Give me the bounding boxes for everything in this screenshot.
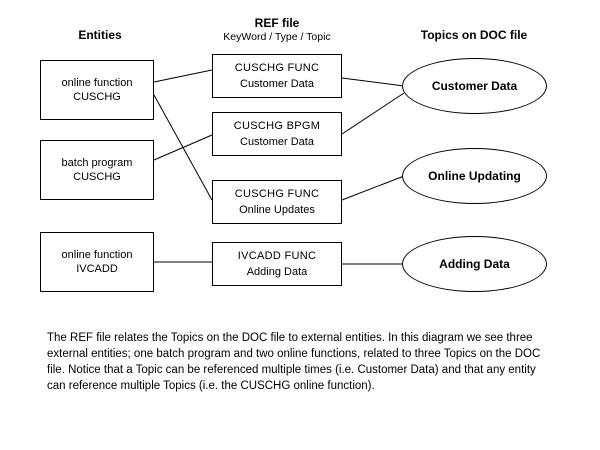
ref-entry-topic: Customer Data [240,136,314,148]
entity-box[interactable] [40,232,154,292]
entity-line-2: CUSCHG [73,91,121,103]
entity-line-2: IVCADD [76,263,118,275]
column-header-entities: Entities [78,28,122,42]
ref-entry-key: IVCADD FUNC [237,250,317,262]
topic-ellipse[interactable] [402,148,547,204]
entity-line-2: CUSCHG [73,171,121,183]
ref-entry-topic: Online Updates [239,204,315,216]
topic-ellipse[interactable] [402,58,547,114]
diagram-caption: The REF file relates the Topics on the DOC file to external entities. In this diagram we see three external entities; one batch program and two online functions, related to three Topics on the DOC file. Notice that a Topic can be referenced multiple times (i.e. Customer Data) and that any entity can reference multiple Topics (i.e. the CUSCHG online function). [47,332,541,392]
column-header-topics: Topics on DOC file [420,28,528,42]
ref-entry-box[interactable] [212,112,342,156]
entity-line-1: batch program [61,157,133,169]
topic-ellipse[interactable] [402,236,547,292]
column-subheader-ref-file: KeyWord / Type / Topic [223,31,331,43]
ref-entry-topic: Customer Data [240,78,314,90]
topic-label: Adding Data [439,257,510,271]
ref-entry-topic: Adding Data [246,266,308,278]
ref-entry-box[interactable] [212,54,342,98]
ref-entry-key: CUSCHG FUNC [234,62,320,74]
ref-entry-key: CUSCHG BPGM [233,120,321,132]
column-header-ref-file: REF file [254,16,300,30]
topic-label: Online Updating [428,169,521,183]
entity-line-1: online function [61,249,133,261]
ref-entry-key: CUSCHG FUNC [234,188,320,200]
ref-entry-box[interactable] [212,180,342,224]
entity-box[interactable] [40,60,154,120]
ref-entry-box[interactable] [212,242,342,286]
entity-line-1: online function [61,77,133,89]
entity-box[interactable] [40,140,154,200]
topic-label: Customer Data [431,79,518,93]
